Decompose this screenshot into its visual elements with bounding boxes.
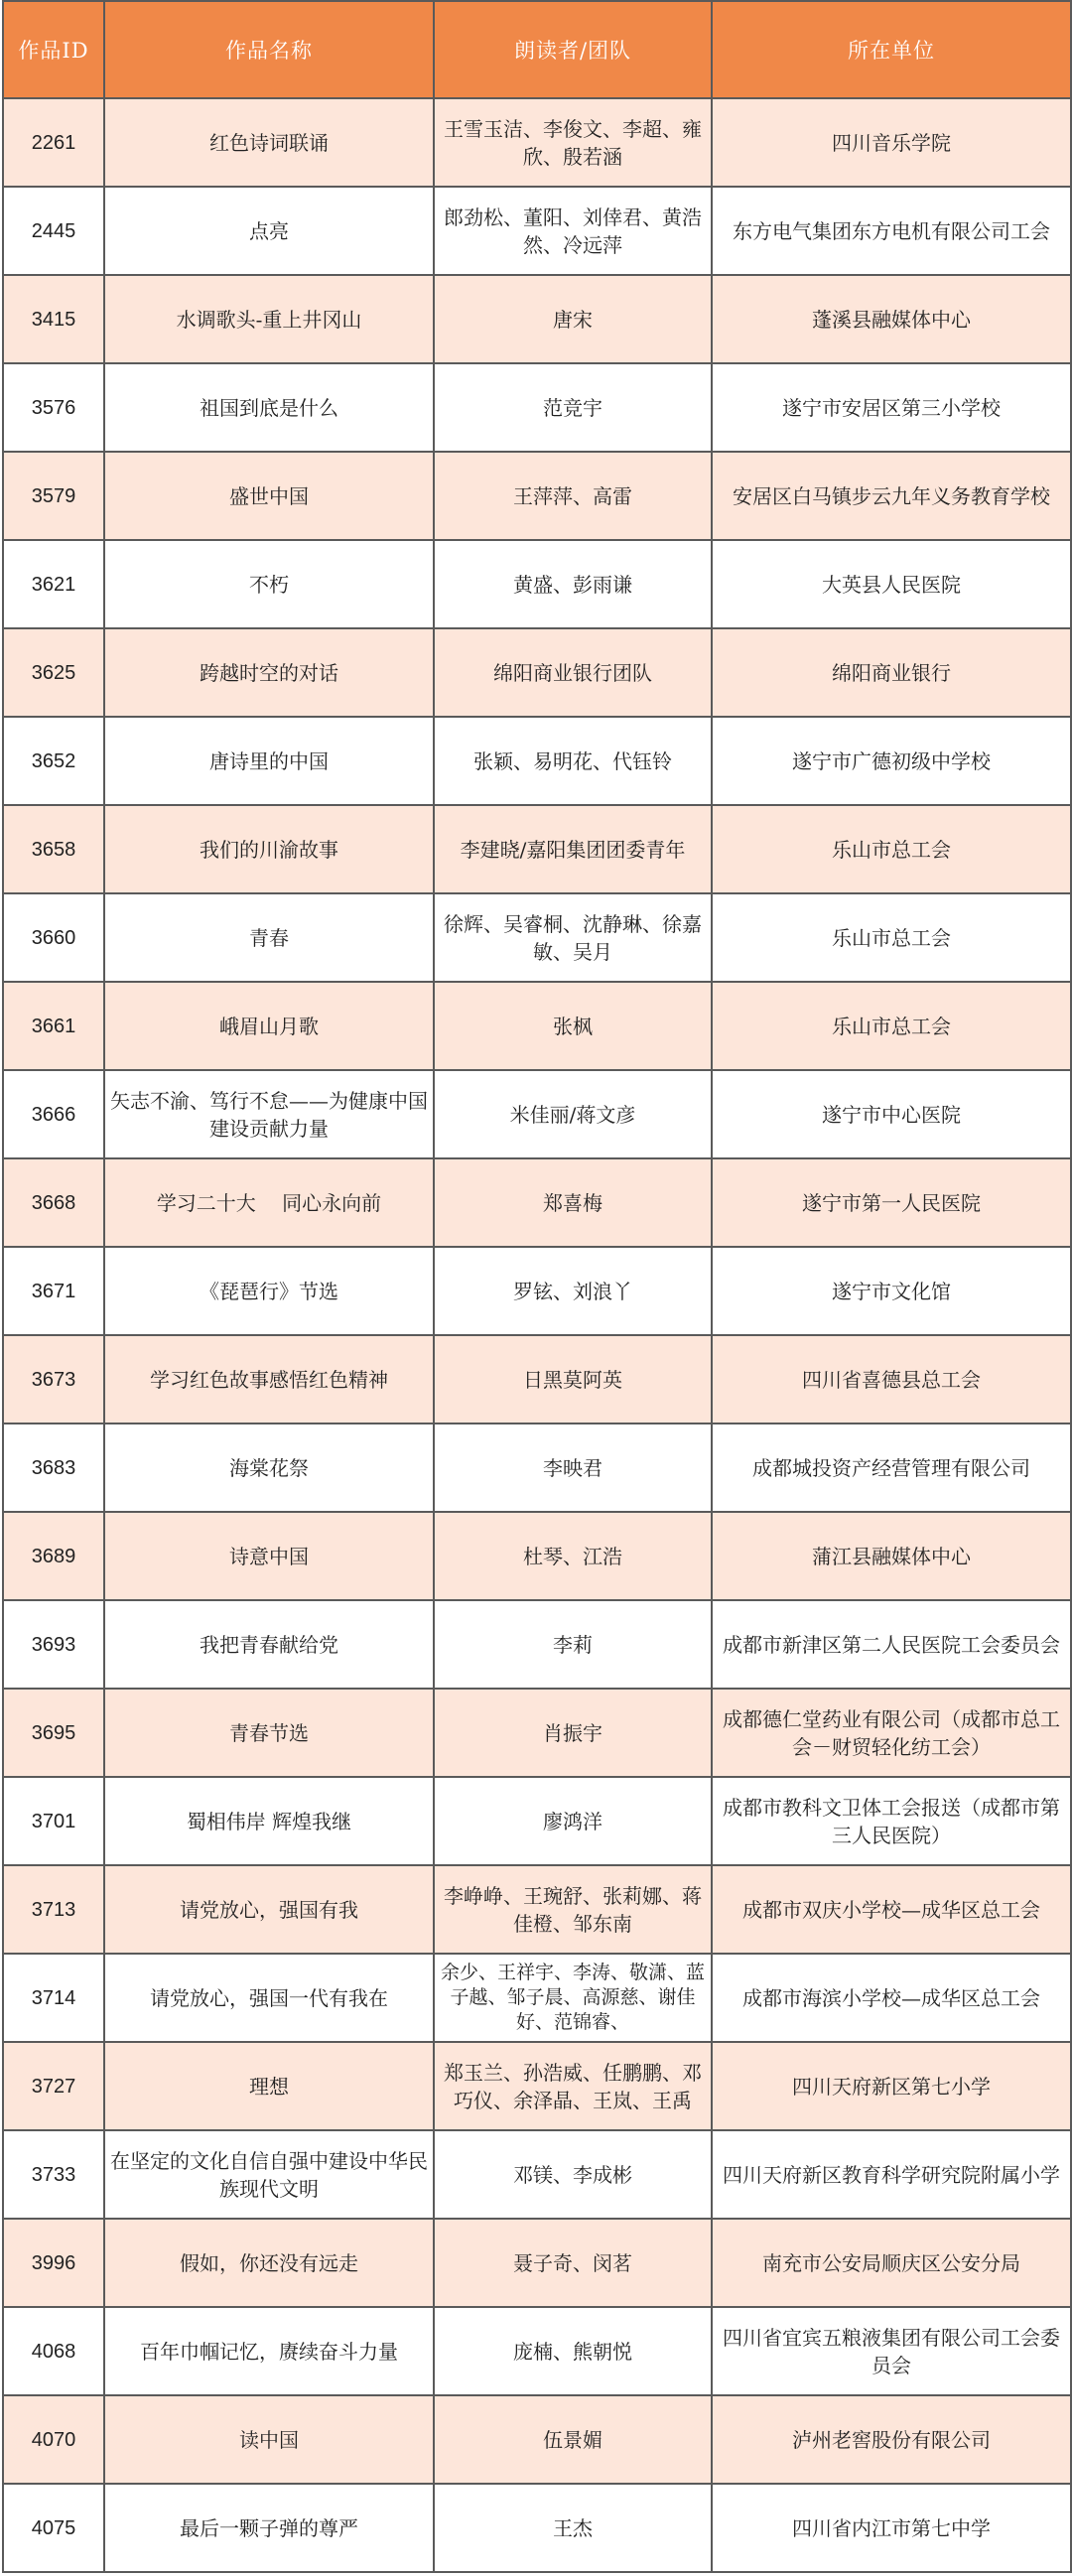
work-id-cell: 3660 — [3, 893, 104, 982]
work-id-cell: 3689 — [3, 1512, 104, 1600]
work-id-cell: 3996 — [3, 2219, 104, 2307]
table-row — [3, 1600, 1071, 1689]
table-row — [3, 982, 1071, 1070]
organization-cell: 四川音乐学院 — [712, 98, 1071, 187]
work-name-cell: 我把青春献给党 — [104, 1600, 434, 1689]
reader-team-cell: 黄盛、彭雨谦 — [434, 540, 712, 628]
work-name-cell: 矢志不渝、笃行不怠——为健康中国建设贡献力量 — [104, 1070, 434, 1158]
table-row — [3, 1247, 1071, 1335]
reader-team-cell: 米佳丽/蒋文彦 — [434, 1070, 712, 1158]
header-work-id: 作品ID — [3, 1, 104, 98]
organization-cell: 成都市双庆小学校—成华区总工会 — [712, 1865, 1071, 1954]
reader-team-cell: 聂子奇、闵茗 — [434, 2219, 712, 2307]
table-row — [3, 2484, 1071, 2572]
work-name-cell: 祖国到底是什么 — [104, 363, 434, 452]
reader-team-cell: 郎劲松、董阳、刘倖君、黄浩然、冷远萍 — [434, 187, 712, 275]
table-row — [3, 540, 1071, 628]
organization-cell: 遂宁市中心医院 — [712, 1070, 1071, 1158]
organization-cell: 绵阳商业银行 — [712, 628, 1071, 717]
organization-cell: 四川天府新区教育科学研究院附属小学 — [712, 2130, 1071, 2219]
work-name-cell: 理想 — [104, 2042, 434, 2130]
table-row — [3, 2042, 1071, 2130]
work-name-cell: 请党放心，强国有我 — [104, 1865, 434, 1954]
work-id-cell: 4070 — [3, 2395, 104, 2484]
reader-team-cell: 肖振宇 — [434, 1689, 712, 1777]
table-row — [3, 1424, 1071, 1512]
reader-team-cell: 唐宋 — [434, 275, 712, 363]
table-row — [3, 2307, 1071, 2395]
work-name-cell: 青春节选 — [104, 1689, 434, 1777]
table-row — [3, 1070, 1071, 1158]
reader-team-cell: 日黑莫阿英 — [434, 1335, 712, 1424]
reader-team-cell: 郑玉兰、孙浩威、任鹏鹏、邓巧仪、余泽晶、王岚、王禹 — [434, 2042, 712, 2130]
table-row — [3, 2219, 1071, 2307]
work-id-cell: 3683 — [3, 1424, 104, 1512]
reader-team-cell: 廖鸿洋 — [434, 1777, 712, 1865]
table-row — [3, 805, 1071, 893]
table-row — [3, 2395, 1071, 2484]
work-name-cell: 《琵琶行》节选 — [104, 1247, 434, 1335]
work-id-cell: 3671 — [3, 1247, 104, 1335]
reader-team-cell: 罗铉、刘浪丫 — [434, 1247, 712, 1335]
work-id-cell: 3661 — [3, 982, 104, 1070]
work-name-cell: 点亮 — [104, 187, 434, 275]
header-reader-team: 朗读者/团队 — [434, 1, 712, 98]
work-id-cell: 3733 — [3, 2130, 104, 2219]
work-id-cell: 3727 — [3, 2042, 104, 2130]
work-id-cell: 3579 — [3, 452, 104, 540]
work-name-cell: 最后一颗子弹的尊严 — [104, 2484, 434, 2572]
organization-cell: 四川省内江市第七中学 — [712, 2484, 1071, 2572]
organization-cell: 乐山市总工会 — [712, 982, 1071, 1070]
table-row — [3, 98, 1071, 187]
organization-cell: 安居区白马镇步云九年义务教育学校 — [712, 452, 1071, 540]
table-row — [3, 893, 1071, 982]
work-id-cell: 2445 — [3, 187, 104, 275]
work-id-cell: 3652 — [3, 717, 104, 805]
reader-team-cell: 张颖、易明花、代钰铃 — [434, 717, 712, 805]
header-organization: 所在单位 — [712, 1, 1071, 98]
work-name-cell: 不朽 — [104, 540, 434, 628]
work-name-cell: 读中国 — [104, 2395, 434, 2484]
organization-cell: 南充市公安局顺庆区公安分局 — [712, 2219, 1071, 2307]
work-id-cell: 3415 — [3, 275, 104, 363]
organization-cell: 东方电气集团东方电机有限公司工会 — [712, 187, 1071, 275]
reader-team-cell: 杜琴、江浩 — [434, 1512, 712, 1600]
work-id-cell: 3693 — [3, 1600, 104, 1689]
work-id-cell: 3695 — [3, 1689, 104, 1777]
work-id-cell: 3666 — [3, 1070, 104, 1158]
organization-cell: 四川省喜德县总工会 — [712, 1335, 1071, 1424]
organization-cell: 遂宁市广德初级中学校 — [712, 717, 1071, 805]
work-name-cell: 青春 — [104, 893, 434, 982]
organization-cell: 成都市新津区第二人民医院工会委员会 — [712, 1600, 1071, 1689]
work-id-cell: 3714 — [3, 1954, 104, 2042]
organization-cell: 遂宁市第一人民医院 — [712, 1158, 1071, 1247]
header-work-name: 作品名称 — [104, 1, 434, 98]
work-id-cell: 3625 — [3, 628, 104, 717]
table-row — [3, 275, 1071, 363]
table-row — [3, 1689, 1071, 1777]
work-id-cell: 3713 — [3, 1865, 104, 1954]
organization-cell: 泸州老窖股份有限公司 — [712, 2395, 1071, 2484]
organization-cell: 蓬溪县融媒体中心 — [712, 275, 1071, 363]
work-id-cell: 4075 — [3, 2484, 104, 2572]
organization-cell: 大英县人民医院 — [712, 540, 1071, 628]
table-row — [3, 1512, 1071, 1600]
table-body — [3, 98, 1071, 2572]
reader-team-cell: 邓镁、李成彬 — [434, 2130, 712, 2219]
table-row — [3, 2130, 1071, 2219]
reader-team-cell: 李建晓/嘉阳集团团委青年 — [434, 805, 712, 893]
work-name-cell: 学习二十大 同心永向前 — [104, 1158, 434, 1247]
organization-cell: 乐山市总工会 — [712, 893, 1071, 982]
reader-team-cell: 范竞宇 — [434, 363, 712, 452]
table-row — [3, 628, 1071, 717]
table-row — [3, 717, 1071, 805]
work-name-cell: 请党放心，强国一代有我在 — [104, 1954, 434, 2042]
reader-team-cell: 徐辉、吴睿桐、沈静琳、徐嘉敏、吴月 — [434, 893, 712, 982]
work-name-cell: 我们的川渝故事 — [104, 805, 434, 893]
organization-cell: 乐山市总工会 — [712, 805, 1071, 893]
work-id-cell: 4068 — [3, 2307, 104, 2395]
work-name-cell: 红色诗词联诵 — [104, 98, 434, 187]
table-row — [3, 1954, 1071, 2042]
reader-team-cell: 王雪玉洁、李俊文、李超、雍欣、殷若涵 — [434, 98, 712, 187]
reader-team-cell: 李莉 — [434, 1600, 712, 1689]
works-table — [2, 0, 1072, 2573]
organization-cell: 成都城投资产经营管理有限公司 — [712, 1424, 1071, 1512]
work-id-cell: 3668 — [3, 1158, 104, 1247]
table-row — [3, 452, 1071, 540]
organization-cell: 四川天府新区第七小学 — [712, 2042, 1071, 2130]
organization-cell: 四川省宜宾五粮液集团有限公司工会委员会 — [712, 2307, 1071, 2395]
organization-cell: 遂宁市文化馆 — [712, 1247, 1071, 1335]
table-row — [3, 1335, 1071, 1424]
organization-cell: 遂宁市安居区第三小学校 — [712, 363, 1071, 452]
reader-team-cell: 郑喜梅 — [434, 1158, 712, 1247]
work-name-cell: 海棠花祭 — [104, 1424, 434, 1512]
reader-team-cell: 庞楠、熊朝悦 — [434, 2307, 712, 2395]
work-name-cell: 百年巾帼记忆，赓续奋斗力量 — [104, 2307, 434, 2395]
table-row — [3, 187, 1071, 275]
work-name-cell: 在坚定的文化自信自强中建设中华民族现代文明 — [104, 2130, 434, 2219]
work-name-cell: 唐诗里的中国 — [104, 717, 434, 805]
work-name-cell: 学习红色故事感悟红色精神 — [104, 1335, 434, 1424]
work-id-cell: 3658 — [3, 805, 104, 893]
work-name-cell: 假如，你还没有远走 — [104, 2219, 434, 2307]
work-id-cell: 3701 — [3, 1777, 104, 1865]
work-name-cell: 蜀相伟岸 辉煌我继 — [104, 1777, 434, 1865]
table-row — [3, 1865, 1071, 1954]
work-id-cell: 3673 — [3, 1335, 104, 1424]
work-name-cell: 峨眉山月歌 — [104, 982, 434, 1070]
reader-team-cell: 王杰 — [434, 2484, 712, 2572]
work-id-cell: 3621 — [3, 540, 104, 628]
reader-team-cell: 余少、王祥宇、李涛、敬潇、蓝子越、邹子晨、高源慈、谢佳好、范锦睿、 — [434, 1954, 712, 2042]
work-name-cell: 盛世中国 — [104, 452, 434, 540]
organization-cell: 成都市教科文卫体工会报送（成都市第三人民医院） — [712, 1777, 1071, 1865]
work-id-cell: 3576 — [3, 363, 104, 452]
reader-team-cell: 李峥峥、王琬舒、张莉娜、蒋佳橙、邹东南 — [434, 1865, 712, 1954]
header-row — [3, 1, 1071, 98]
organization-cell: 成都市海滨小学校—成华区总工会 — [712, 1954, 1071, 2042]
work-name-cell: 跨越时空的对话 — [104, 628, 434, 717]
organization-cell: 蒲江县融媒体中心 — [712, 1512, 1071, 1600]
work-id-cell: 2261 — [3, 98, 104, 187]
reader-team-cell: 张枫 — [434, 982, 712, 1070]
table-row — [3, 1158, 1071, 1247]
table-header — [3, 1, 1071, 98]
work-name-cell: 水调歌头-重上井冈山 — [104, 275, 434, 363]
reader-team-cell: 王萍萍、高雷 — [434, 452, 712, 540]
organization-cell: 成都德仁堂药业有限公司（成都市总工会－财贸轻化纺工会） — [712, 1689, 1071, 1777]
work-name-cell: 诗意中国 — [104, 1512, 434, 1600]
table-row — [3, 363, 1071, 452]
reader-team-cell: 伍景媚 — [434, 2395, 712, 2484]
table-row — [3, 1777, 1071, 1865]
reader-team-cell: 李映君 — [434, 1424, 712, 1512]
reader-team-cell: 绵阳商业银行团队 — [434, 628, 712, 717]
